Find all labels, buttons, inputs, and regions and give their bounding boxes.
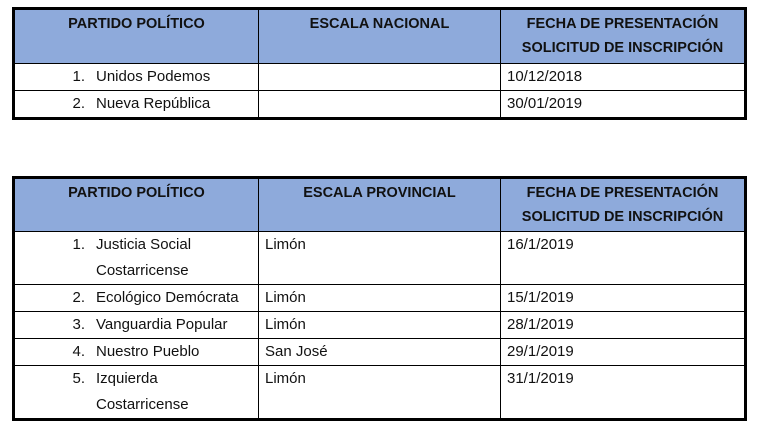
party-name: Ecológico Demócrata — [96, 289, 239, 306]
row-number: 2. — [72, 95, 85, 112]
party-cell — [14, 91, 259, 119]
date-cell: 31/1/2019 — [501, 366, 746, 420]
header-party: PARTIDO POLÍTICO — [14, 9, 259, 64]
scale-cell: Limón — [259, 232, 501, 285]
date-cell: 29/1/2019 — [501, 339, 746, 366]
party-name: Izquierda Costarricense — [96, 370, 189, 413]
row-number: 2. — [72, 289, 85, 306]
table-row — [14, 312, 746, 339]
party-cell — [14, 366, 259, 420]
party-cell — [14, 232, 259, 285]
national-scale-table — [12, 7, 747, 120]
row-number: 4. — [72, 343, 85, 360]
party-name: Nuestro Pueblo — [96, 343, 200, 360]
party-name: Vanguardia Popular — [96, 316, 228, 333]
date-cell: 30/01/2019 — [501, 91, 746, 119]
scale-cell: Limón — [259, 366, 501, 420]
row-number: 5. — [72, 370, 85, 387]
header-party: PARTIDO POLÍTICO — [14, 178, 259, 232]
date-cell: 16/1/2019 — [501, 232, 746, 285]
scale-cell — [259, 64, 501, 91]
row-number: 1. — [72, 68, 85, 85]
party-cell — [14, 64, 259, 91]
party-cell — [14, 312, 259, 339]
table-header-row — [14, 9, 746, 64]
party-cell — [14, 285, 259, 312]
table-row — [14, 64, 746, 91]
date-cell: 10/12/2018 — [501, 64, 746, 91]
date-cell: 28/1/2019 — [501, 312, 746, 339]
table-row — [14, 285, 746, 312]
row-number: 3. — [72, 316, 85, 333]
provincial-scale-table — [12, 176, 747, 421]
scale-cell — [259, 91, 501, 119]
header-date: FECHA DE PRESENTACIÓN SOLICITUD DE INSCRIPCIÓN — [501, 178, 746, 232]
table-row — [14, 91, 746, 119]
header-scale: ESCALA PROVINCIAL — [259, 178, 501, 232]
party-name: Unidos Podemos — [96, 68, 211, 85]
scale-cell: San José — [259, 339, 501, 366]
table-row — [14, 339, 746, 366]
table-row — [14, 366, 746, 420]
party-name: Justicia Social Costarricense — [96, 236, 192, 279]
scale-cell: Limón — [259, 312, 501, 339]
party-name: Nueva República — [96, 95, 211, 112]
header-date: FECHA DE PRESENTACIÓN SOLICITUD DE INSCRIPCIÓN — [501, 9, 746, 64]
scale-cell: Limón — [259, 285, 501, 312]
party-cell — [14, 339, 259, 366]
row-number: 1. — [72, 236, 85, 253]
table-row — [14, 232, 746, 285]
header-scale: ESCALA NACIONAL — [259, 9, 501, 64]
table-header-row — [14, 178, 746, 232]
date-cell: 15/1/2019 — [501, 285, 746, 312]
